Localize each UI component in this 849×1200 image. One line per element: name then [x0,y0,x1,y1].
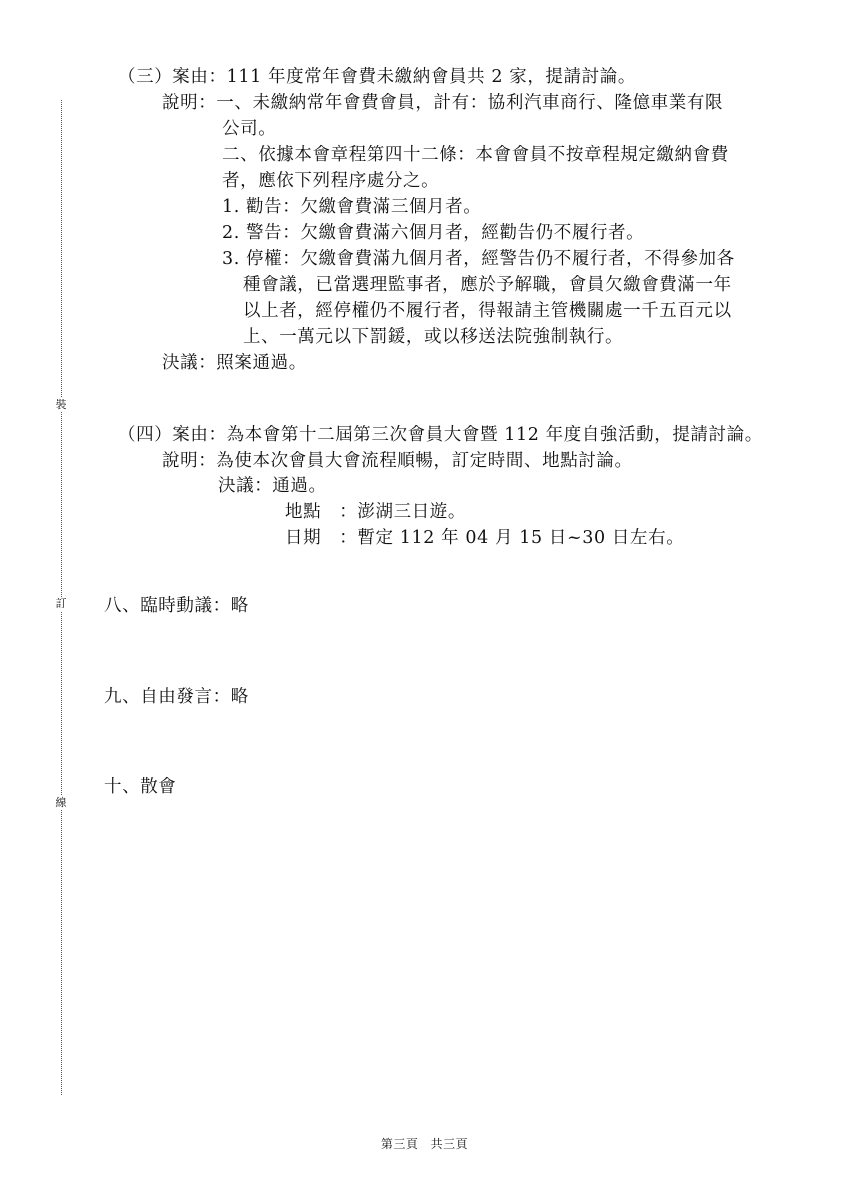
page-number: 第三頁 [380,1137,419,1151]
item3-resolution: 決議：照案通過。 [162,353,307,373]
item3-desc-line: 公司。 [222,119,277,139]
binding-char-xian: 線 [53,796,69,810]
item3-desc-line: 2. 警告：欠繳會費滿六個月者，經勸告仍不履行者。 [222,223,645,243]
item3-desc-line: 3. 停權：欠繳會費滿九個月者，經警告仍不履行者，不得參加各 [222,249,735,269]
item3-desc-line: 者，應依下列程序處分之。 [222,171,440,191]
binding-char-ding: 訂 [53,597,69,611]
section-8-heading: 八、臨時動議：略 [104,596,249,616]
item4-resolution: 決議：通過。 [218,476,327,496]
item3-desc-line: 以上者，經停權仍不履行者，得報請主管機關處一千五百元以 [243,301,732,321]
item4-date: 日期 ：暫定 112 年 04 月 15 日~30 日左右。 [285,528,685,548]
page-footer [0,1135,849,1152]
item4-case: （四）案由：為本會第十二屆第三次會員大會暨 112 年度自強活動，提請討論。 [118,425,763,445]
item3-desc-line: 種會議，已當選理監事者，應於予解職，會員欠繳會費滿一年 [243,275,732,295]
item4-desc: 說明：為使本次會員大會流程順暢，訂定時間、地點討論。 [162,451,633,471]
section-10-heading: 十、散會 [104,777,177,797]
item3-desc-line: 二、依據本會章程第四十二條：本會會員不按章程規定繳納會費 [222,145,729,165]
section-9-heading: 九、自由發言：略 [104,687,249,707]
item3-desc-line: 1. 勸告：欠繳會費滿三個月者。 [222,197,482,217]
binding-char-zhuang: 裝 [53,398,69,412]
item3-desc-line: 說明：一、未繳納常年會費會員，計有：協利汽車商行、隆億車業有限 [162,93,724,113]
item4-location: 地點 ：澎湖三日遊。 [285,502,466,522]
item3-desc-line: 上、一萬元以下罰鍰，或以移送法院強制執行。 [243,327,624,347]
page-total: 共三頁 [430,1137,469,1151]
item3-case: （三）案由：111 年度常年會費未繳納會員共 2 家，提請討論。 [118,67,636,87]
